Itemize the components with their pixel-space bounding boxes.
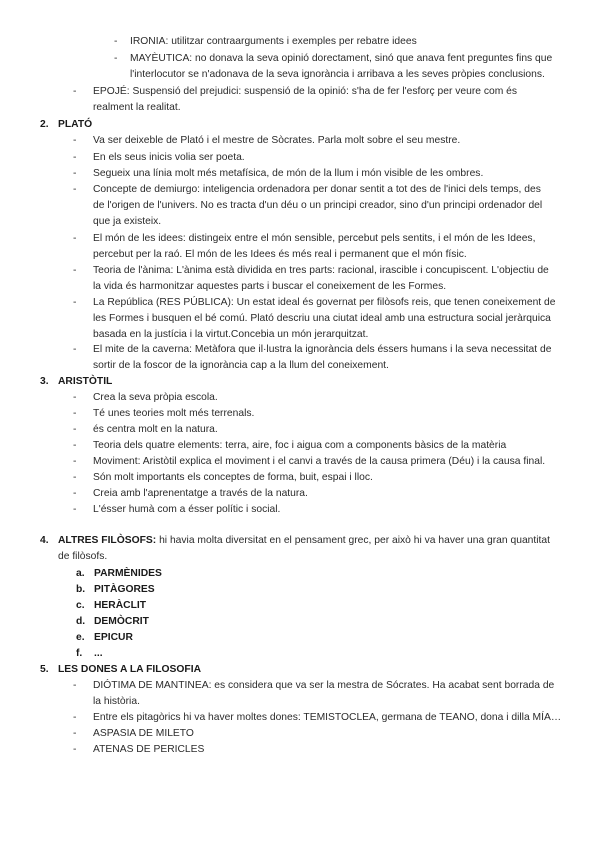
bullet-dash: - [73,135,77,146]
section-heading-altres: 4. ALTRES FILÒSOFS: hi havia molta diversitat en el pensament grec, per això hi va haver una gran quantitat [40,535,551,546]
list-item-cont: de l'origen de l'univers. No es tracta d'un déu o un principi creador, sino d'un principi ordenador del [93,200,543,211]
bullet-dash: - [73,472,77,483]
bullet-dash: - [73,168,77,179]
bullet-dash: - [73,744,77,755]
section-heading-plato: 2. PLATÓ [40,119,93,130]
bullet-dash: - [73,86,77,97]
bullet-dash: - [73,408,77,419]
list-item-cont: percebut per la raó. El món de les Idees és més real i permanent que el món físic. [93,249,467,260]
item-mayeutica: MAYÈUTICA: no donava la seva opinió dorectament, sinó que anava fent preguntes fins que [130,53,553,64]
sublist-item: b. PITÀGORES [76,584,155,595]
item-epoje: EPOJÉ: Suspensió del prejudici: suspensió de la opinió: s'ha de fer l'esforç per veure com és [93,86,518,97]
bullet-dash: - [73,680,77,691]
item-ironia: IRONIA: utilitzar contraarguments i exemples per rebatre idees [130,36,417,47]
bullet-dash: - [73,152,77,163]
bullet-dash: - [73,728,77,739]
bullet-dash: - [73,424,77,435]
sublist-item: e. EPICUR [76,632,133,643]
section-heading-aristotil: 3. ARISTÒTIL [40,376,113,387]
list-item-cont: la vida és harmonitzar aquestes parts i buscar el coneixement de les Formes. [93,281,447,292]
sublist-item: d. DEMÒCRIT [76,616,149,627]
list-item-cont: que ja existeix. [93,216,162,227]
item-mayeutica-cont: l'interlocutor se n'adonava de la seva ignorància i arribava a les seves pròpies conclusions. [130,69,545,80]
sublist-item: f. ... [76,648,103,659]
sublist-item: c. HERÀCLIT [76,600,147,611]
bullet-dash: - [73,712,77,723]
sublist-item: a. PARMÈNIDES [76,568,162,579]
bullet-dash: - [73,488,77,499]
item-epoje-cont: realment la realitat. [93,102,181,113]
section-description-cont: de filòsofs. [58,551,108,562]
list-item-cont: basada en la justícia i la virtut.Concebia un món jerarquitzat. [93,329,369,340]
bullet-dash: - [73,265,77,276]
list-item-cont: sortir de la foscor de la ignorància cap a la llum del coneixement. [93,360,389,371]
bullet-dash: - [73,392,77,403]
bullet-dash: - [73,440,77,451]
bullet-dash: - [73,233,77,244]
bullet-dash: - [73,344,77,355]
list-item-cont: les Formes i busquen el bé comú. Plató descriu una ciutat ideal amb una estructura social jeràrquica [93,313,551,324]
section-heading-dones: 5. LES DONES A LA FILOSOFIA [40,664,202,675]
bullet-dash: - [114,53,118,64]
bullet-dash: - [114,36,118,47]
list-item-cont: la història. [93,696,140,707]
bullet-dash: - [73,456,77,467]
document-page: - IRONIA: utilitzar contraarguments i exemples per rebatre idees - MAYÈUTICA: no donava la seva opinió dorectament, sinó que anava fent preguntes fins que l'interlocutor se n'adonava de la seva ignorància i arribava a les seves pròpies conclusions. - EPOJÉ: Suspensió del prejudici: suspensió de la opinió: s'ha de fer l'esforç per veure com és realment la realitat. 2. PLATÓ - Va ser deixeble de Plató i el mestre de Sòcrates. Parla molt sobre el seu mestre. - En els seus inicis volia ser poeta. - Segueix una línia molt més metafísica, de món de la llum i món visible de les ombres. - Concepte de demiurgo: inteligencia ordenadora per donar sentit a tot des de l'inici dels temps, des de l'origen de l'univers. No es tracta d'un déu o un principi creador, sino d'un principi ordenador del que ja existeix. - El món de les idees: distingeix entre el món sensible, percebut pels sentits, i el món de les Idees, percebut per la raó. El món de les Idees és més real i permanent que el món físic. - Teoria de l'ànima: L'ànima està dividida en tres parts: racional, irascible i concupiscent. L'objectiu de la vida és harmonitzar aquestes parts i buscar el coneixement de les Formes. - La República (RES PÚBLICA): Un estat ideal és governat per filòsofs reis, que tenen coneixement de les Formes i busquen el bé comú. Plató descriu una ciutat ideal amb una estructura social jeràrquica basada en la justícia i la virtut.Concebia un món jerarquitzat. - El mite de la caverna: Metàfora que il·lustra la ignorància dels éssers humans i la seva necessitat de sortir de la foscor de la ignorància cap a la llum del coneixement. 3. ARISTÒTIL - Crea la seva pròpia escola. - Té unes teories molt més terrenals. - és centra molt en la natura. - Teoria dels quatre elements: terra, aire, foc i aigua com a components bàsics de la matèria - Moviment: Aristòtil explica el moviment i el canvi a través de la causa primera (Déu) i la causa final. - Són molt importants els conceptes de forma, buit, espai i lloc. - Creia amb l'aprenentatge a través de la natura. - L'ésser humà com a ésser polític i social. 4. ALTRES FILÒSOFS: hi havia molta diversitat en el pensament grec, per això hi va haver una gran quantitat de filòsofs. a. PARMÈNIDES b. PITÀGORES c. HERÀCLIT d. DEMÒCRIT e. EPICUR f. ... 5. LES DONES A LA FILOSOFIA - DIÓTIMA DE MANTINEA: es considera que va ser la mestra de Sócrates. Ha acabat sent borrada de la història. - Entre els pitagòrics hi va haver moltes dones: TEMISTOCLEA, germana de TEANO, dona i dilla MÍA… - ASPASIA DE MILETO - ATENAS DE PERICLES [0,0,600,848]
bullet-dash: - [73,184,77,195]
bullet-dash: - [73,297,77,308]
section-description: hi havia molta diversitat en el pensament grec, per això hi va haver una gran quantitat [156,535,551,546]
bullet-dash: - [73,504,77,515]
